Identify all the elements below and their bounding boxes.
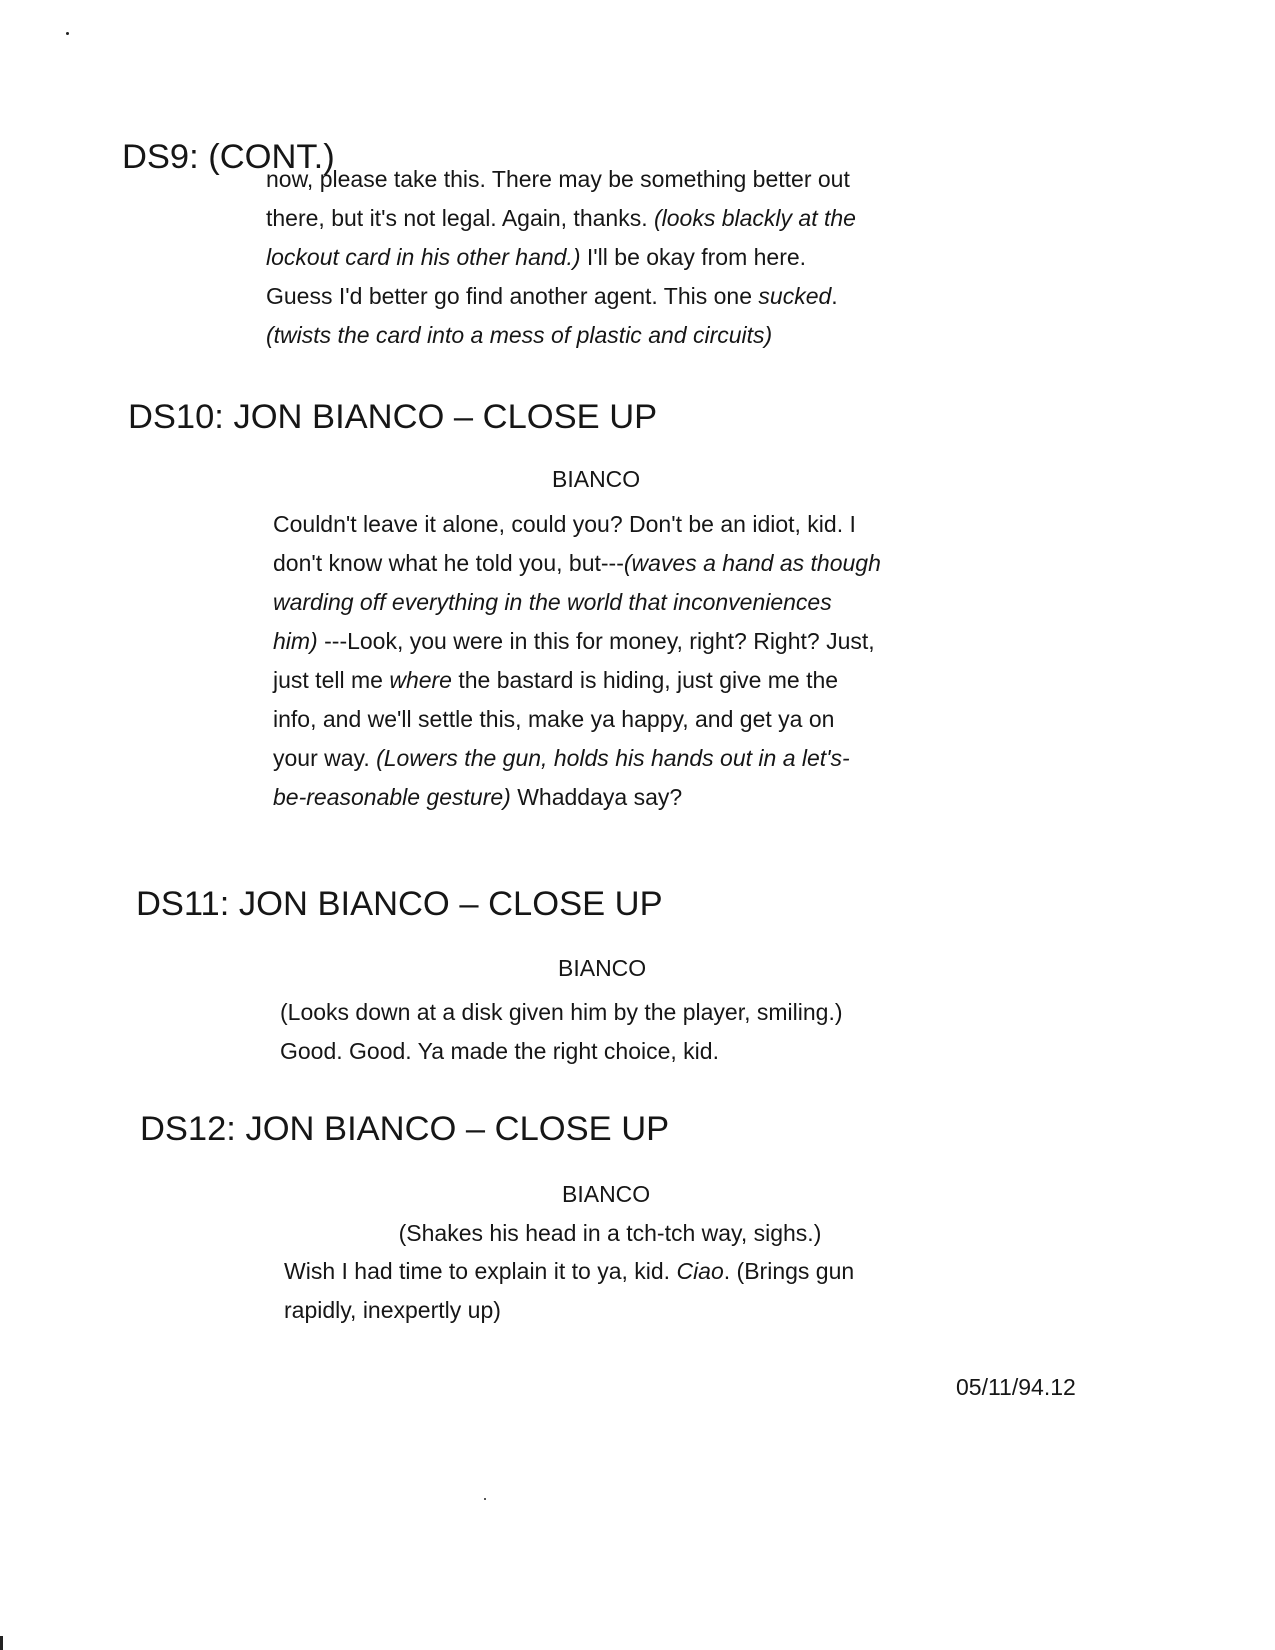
dialogue-line (284, 1252, 936, 1291)
scene-heading-ds12: DS12: JON BIANCO – CLOSE UP (140, 1110, 670, 1148)
stage-direction-text: be-reasonable gesture) (273, 784, 511, 810)
dialogue-line (266, 160, 918, 199)
dialogue-line (273, 622, 927, 661)
dialogue-line (280, 993, 890, 1032)
dialogue-line (273, 739, 927, 778)
dialogue-text: there, but it's not legal. Again, thanks. (266, 205, 654, 231)
dialogue-text: Guess I'd better go find another agent. This one (266, 283, 759, 309)
dialogue-line (273, 661, 927, 700)
dialogue-text: rapidly, inexpertly up) (284, 1297, 501, 1323)
dialogue-text: Whaddaya say? (510, 784, 683, 810)
dialogue-line (273, 505, 927, 544)
stage-direction-text: (Lowers the gun, holds his hands out in a let's- (376, 745, 850, 771)
stage-direction-text: where (389, 667, 452, 693)
dialogue-line (273, 544, 927, 583)
scene-heading-ds9: DS9: (CONT.) (122, 138, 335, 176)
dialogue-line (273, 583, 927, 622)
dialogue-ds11 (280, 993, 890, 1071)
character-name-ds10: BIANCO (552, 466, 641, 492)
dialogue-ds10 (273, 505, 927, 817)
dialogue-text: . (831, 283, 838, 309)
dialogue-ds12 (284, 1252, 936, 1330)
dialogue-text: I'll be okay from here. (580, 244, 807, 270)
page-footer-code: 05/11/94.12 (956, 1374, 1076, 1400)
dialogue-line (284, 1291, 936, 1330)
stage-direction-text: (looks blackly at the (653, 205, 856, 231)
stage-direction-text: Ciao (676, 1258, 724, 1284)
dialogue-text: Good. Good. Ya made the right choice, kid. (280, 1038, 719, 1064)
dialogue-line (273, 700, 927, 739)
scan-speck (66, 32, 69, 35)
dialogue-text: (Looks down at a disk given him by the player, smiling.) (280, 999, 843, 1025)
stage-direction-text: lockout card in his other hand.) (266, 244, 581, 270)
dialogue-text: the bastard is hiding, just give me the (451, 667, 839, 693)
stage-direction-text: sucked (758, 283, 832, 309)
character-name-ds12: BIANCO (562, 1181, 651, 1207)
scene-heading-ds11: DS11: JON BIANCO – CLOSE UP (136, 885, 663, 923)
dialogue-text: Couldn't leave it alone, could you? Don't be an idiot, kid. I (273, 511, 856, 537)
dialogue-line (273, 778, 927, 817)
dialogue-text: your way. (273, 745, 377, 771)
stage-direction-text: (twists the card into a mess of plastic and circuits) (266, 322, 773, 348)
dialogue-ds9 (266, 160, 918, 355)
dialogue-text: don't know what he told you, but--- (273, 550, 624, 576)
dialogue-text: . (Brings gun (723, 1258, 855, 1284)
dialogue-text: just tell me (273, 667, 390, 693)
dialogue-line (266, 277, 918, 316)
dialogue-line (266, 316, 918, 355)
stage-direction-text: (waves a hand as though (623, 550, 881, 576)
stage-direction-text: him) (273, 628, 318, 654)
dialogue-line (266, 199, 918, 238)
stage-direction-text: warding off everything in the world that inconveniences (273, 589, 832, 615)
character-name-ds11: BIANCO (558, 955, 647, 981)
parenthetical-ds12: (Shakes his head in a tch-tch way, sighs.) (398, 1220, 822, 1246)
dialogue-line (266, 238, 918, 277)
dialogue-text: info, and we'll settle this, make ya happy, and get ya on (273, 706, 835, 732)
dialogue-line (280, 1032, 890, 1071)
scene-heading-ds10: DS10: JON BIANCO – CLOSE UP (128, 398, 658, 436)
scan-speck (484, 1498, 486, 1500)
dialogue-text: now, please take this. There may be something better out (266, 166, 850, 192)
dialogue-text: ---Look, you were in this for money, right? Right? Just, (317, 628, 875, 654)
dialogue-text: Wish I had time to explain it to ya, kid. (284, 1258, 677, 1284)
scan-edge-mark (0, 1636, 3, 1650)
